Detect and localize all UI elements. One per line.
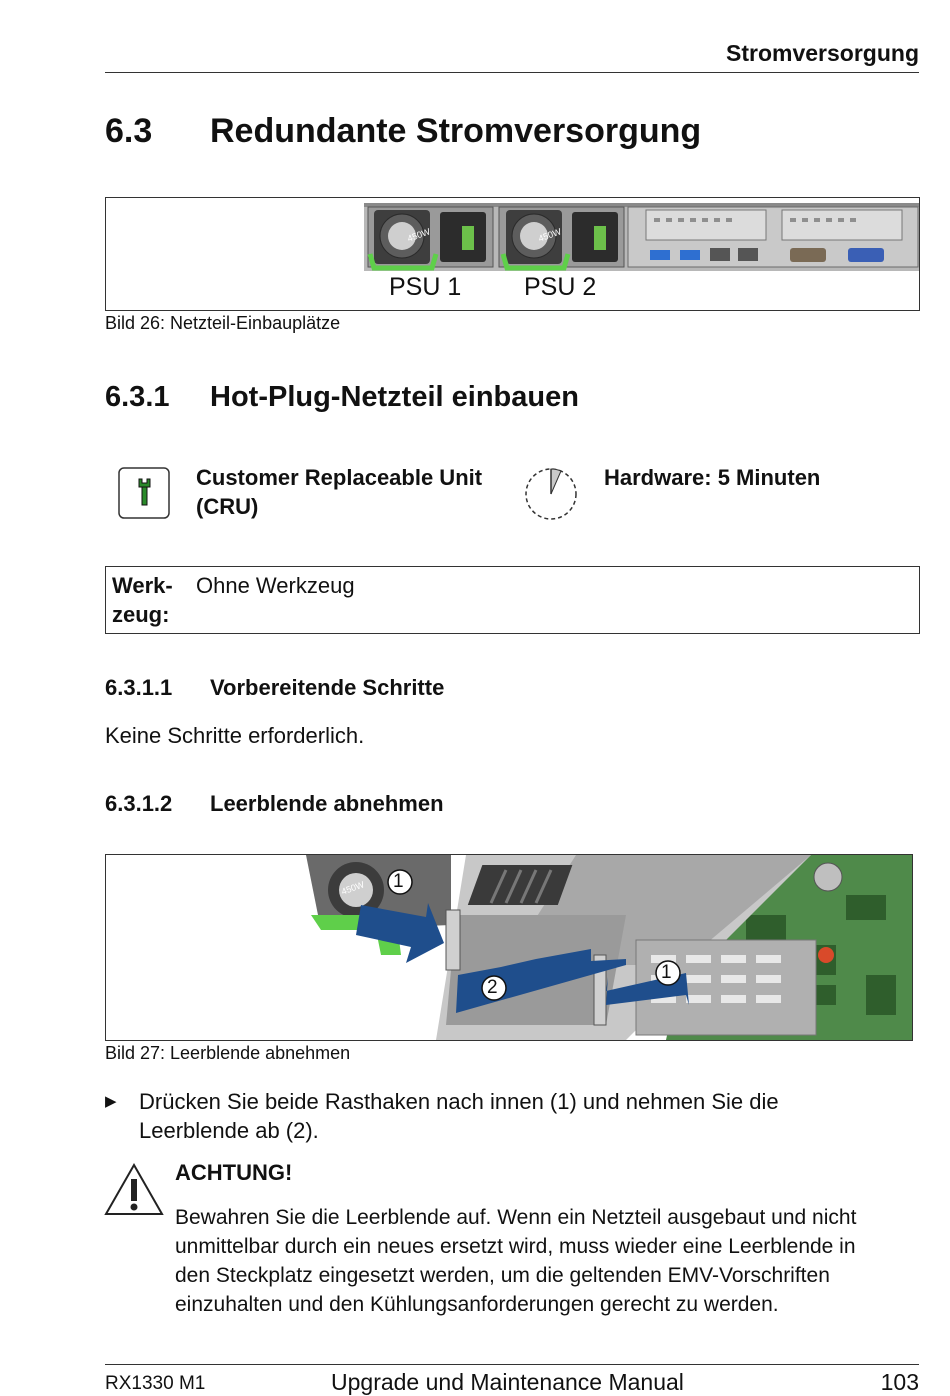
page-number: 103 xyxy=(880,1369,919,1395)
section-number: 6.3.1.1 xyxy=(105,675,173,700)
caution-line-3: den Steckplatz eingesetzt werden, um die geltenden EMV-Vorschriften xyxy=(175,1264,830,1287)
psu-1-label: PSU 1 xyxy=(389,273,462,301)
section-number: 6.3.1.2 xyxy=(105,791,173,816)
warning-icon xyxy=(103,1162,165,1218)
wrench-icon xyxy=(118,467,170,519)
section-number: 6.3 xyxy=(105,112,153,150)
caution-title: ACHTUNG! xyxy=(175,1160,293,1185)
time-estimate: Hardware: 5 Minuten xyxy=(604,465,821,490)
rear-io-panel xyxy=(628,207,918,267)
section-title: Redundante Stromversorgung xyxy=(210,112,702,150)
figure-remove-blank xyxy=(105,854,913,1041)
callout-2: 2 xyxy=(487,977,498,998)
callout-1-left: 1 xyxy=(393,871,404,892)
footer-rule xyxy=(105,1364,919,1365)
section-title: Vorbereitende Schritte xyxy=(210,675,445,700)
caution-line-4: einzuhalten und den Kühlungsanforderungen gerecht zu werden. xyxy=(175,1293,779,1316)
section-title: Leerblende abnehmen xyxy=(210,791,444,816)
section-title: Hot-Plug-Netzteil einbauen xyxy=(210,381,579,413)
tools-value: Ohne Werkzeug xyxy=(196,573,355,598)
figure-psu-bays xyxy=(105,197,920,311)
psu-1-rating: 450W xyxy=(405,226,432,244)
section-heading-6-3 xyxy=(105,112,701,151)
step-line-2: Leerblende ab (2). xyxy=(139,1118,319,1143)
psu-1-module xyxy=(368,207,493,268)
step-text xyxy=(139,1087,779,1145)
clock-icon xyxy=(523,466,579,522)
section-number: 6.3.1 xyxy=(105,381,170,413)
tools-label-line-2: zeug: xyxy=(112,602,170,627)
section-heading-6-3-1-2 xyxy=(105,791,444,817)
footer-model: RX1330 M1 xyxy=(105,1373,206,1394)
prep-text: Keine Schritte erforderlich. xyxy=(105,723,365,748)
footer-manual-title: Upgrade und Maintenance Manual xyxy=(331,1369,684,1395)
remove-blank-photo xyxy=(106,855,912,1040)
psu-rating: 450W xyxy=(339,879,366,897)
psu-2-module xyxy=(499,207,624,268)
cru-line-1: Customer Replaceable Unit xyxy=(196,465,483,490)
caution-text xyxy=(175,1203,856,1319)
step-line-1: Drücken Sie beide Rasthaken nach innen (1) und nehmen Sie die xyxy=(139,1089,779,1114)
header-rule xyxy=(105,72,919,73)
server-rear-photo xyxy=(106,198,919,310)
running-header: Stromversorgung xyxy=(726,40,919,66)
tools-label-line-1: Werk- xyxy=(112,573,173,598)
caution-line-2: unmittelbar durch ein neues ersetzt wird, muss wieder eine Leerblende in xyxy=(175,1235,856,1258)
section-heading-6-3-1 xyxy=(105,381,579,414)
step-bullet-icon: ▶ xyxy=(105,1093,117,1110)
cru-line-2: (CRU) xyxy=(196,494,259,519)
tools-box xyxy=(105,566,920,634)
psu-2-rating: 450W xyxy=(536,226,563,244)
caution-line-1: Bewahren Sie die Leerblende auf. Wenn ein Netzteil ausgebaut und nicht xyxy=(175,1206,857,1229)
callout-1-right: 1 xyxy=(661,962,672,983)
figure-26-caption: Bild 26: Netzteil-Einbauplätze xyxy=(105,313,341,333)
section-heading-6-3-1-1 xyxy=(105,675,444,701)
psu-2-label: PSU 2 xyxy=(524,273,597,301)
figure-27-caption: Bild 27: Leerblende abnehmen xyxy=(105,1043,351,1063)
cru-label xyxy=(196,463,482,521)
tools-label xyxy=(112,571,173,629)
